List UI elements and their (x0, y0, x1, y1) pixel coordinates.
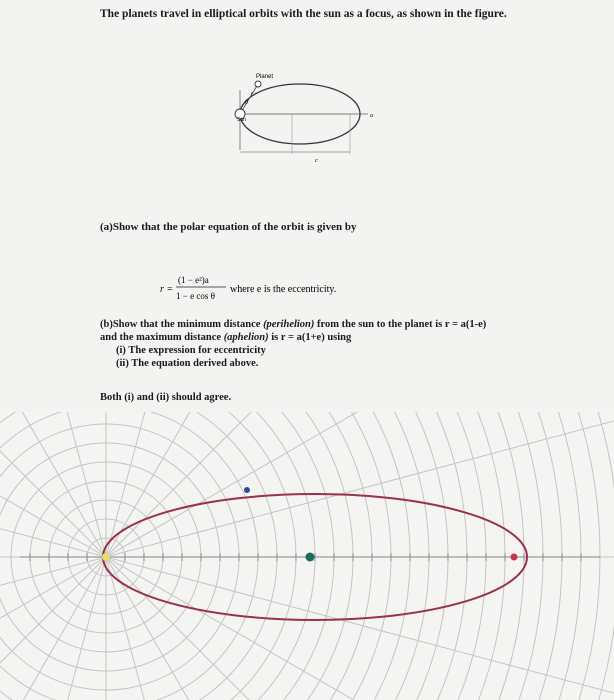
equation-numerator: (1 − e²)a (178, 275, 209, 285)
intro-text: The planets travel in elliptical orbits with the sun as a focus, as shown in the figure. (100, 8, 507, 20)
question-b-item1: (i) The expression for eccentricity (116, 345, 266, 356)
focus-point (102, 553, 110, 561)
center-point (306, 553, 315, 562)
planet-marker (255, 81, 261, 87)
equation-lhs: r = (160, 284, 174, 295)
r-label: r (251, 91, 254, 97)
sun-label: Sun (237, 117, 246, 123)
question-b-line1: (b)Show that the minimum distance (perihelion) from the sun to the planet is r = a(1-e) (100, 319, 487, 330)
equation-where: where e is the eccentricity. (230, 284, 337, 295)
c-label: c (315, 158, 318, 164)
theta-label: θ (245, 100, 248, 106)
closing-text: Both (i) and (ii) should agree. (100, 392, 232, 403)
question-a: (a)Show that the polar equation of the orbit is given by (100, 221, 357, 233)
right-point (511, 554, 518, 561)
orbit-diagram (220, 70, 380, 170)
polar-equation (160, 268, 400, 308)
question-b-item2: (ii) The equation derived above. (116, 358, 259, 369)
question-b (100, 318, 486, 370)
top-point (244, 487, 250, 493)
polar-grid-plot (0, 412, 614, 700)
planet-label: Planet (256, 74, 274, 80)
equation-denominator: 1 − e cos θ (176, 291, 215, 301)
question-b-line2: and the maximum distance (aphelion) is r = a(1+e) using (100, 332, 352, 343)
a-label: a (370, 113, 373, 119)
